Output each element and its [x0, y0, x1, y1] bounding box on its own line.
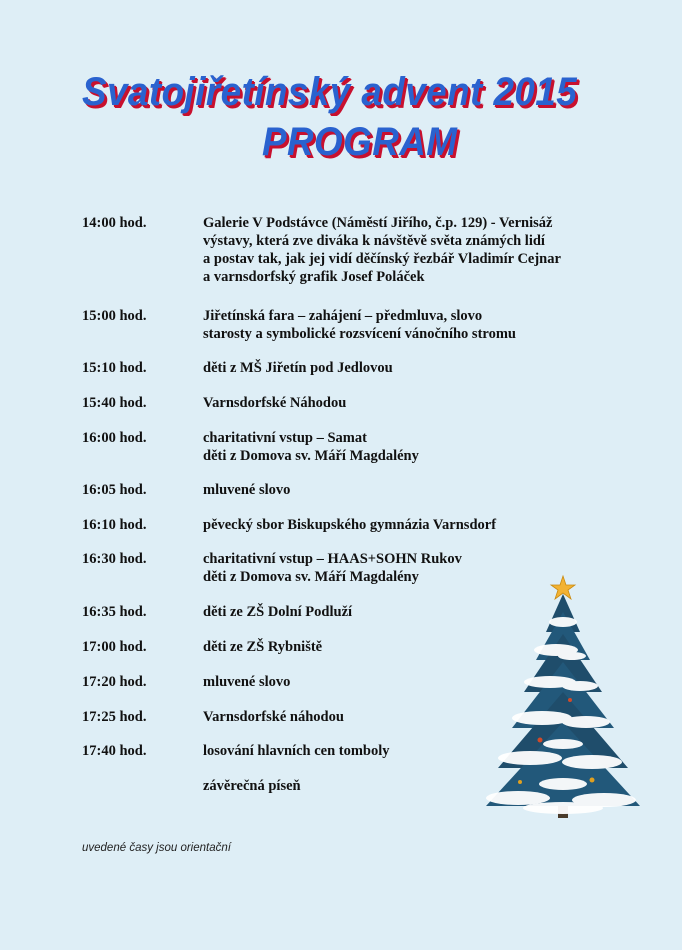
description-line: Jiřetínská fara – zahájení – předmluva, slovo [203, 308, 483, 324]
schedule-time: 16:35 hod. [82, 604, 147, 620]
description-line: děti z Domova sv. Máří Magdalény [203, 569, 419, 585]
schedule-description [203, 429, 603, 465]
description-line: výstavy, která zve diváka k návštěvě světa známých lidí [203, 233, 545, 249]
schedule-time: 14:00 hod. [82, 215, 147, 231]
page-title: Svatojiřetínský advent 2015 [82, 70, 578, 114]
schedule-description [203, 359, 603, 377]
description-line: a postav tak, jak jej vidí děčínský řezbář Vladimír Cejnar [203, 251, 561, 267]
description-line: Varnsdorfské Náhodou [203, 395, 347, 411]
schedule-time: 16:10 hod. [82, 517, 147, 533]
description-line: děti z Domova sv. Máří Magdalény [203, 448, 419, 464]
description-line: Varnsdorfské náhodou [203, 709, 344, 725]
schedule-time: 17:00 hod. [82, 639, 147, 655]
description-line: mluvené slovo [203, 674, 291, 690]
description-line: mluvené slovo [203, 482, 291, 498]
schedule-time: 15:10 hod. [82, 360, 147, 376]
schedule-time: 15:40 hod. [82, 395, 147, 411]
description-line: děti z MŠ Jiřetín pod Jedlovou [203, 360, 393, 376]
description-line: děti ze ZŠ Dolní Podluží [203, 604, 353, 620]
schedule-time: 16:00 hod. [82, 430, 147, 446]
schedule-description [203, 394, 603, 412]
description-line: děti ze ZŠ Rybniště [203, 639, 323, 655]
schedule-time: 16:05 hod. [82, 482, 147, 498]
description-line: Galerie V Podstávce (Náměstí Jiřího, č.p. 129) - Vernisáž [203, 215, 553, 231]
schedule-description [203, 516, 603, 534]
footer-note: uvedené časy jsou orientační [82, 842, 231, 854]
description-line: a varnsdorfský grafik Josef Poláček [203, 269, 425, 285]
page-subtitle: PROGRAM [262, 120, 458, 164]
schedule-time: 15:00 hod. [82, 308, 147, 324]
description-line: charitativní vstup – HAAS+SOHN Rukov [203, 551, 462, 567]
description-line: losování hlavních cen tomboly [203, 743, 390, 759]
schedule-time: 17:40 hod. [82, 743, 147, 759]
schedule-time: 16:30 hod. [82, 551, 147, 567]
description-line: starosty a symbolické rozsvícení vánočního stromu [203, 326, 516, 342]
schedule-description [203, 307, 603, 343]
christmas-tree-icon [480, 572, 646, 824]
schedule-description [203, 214, 603, 286]
description-line: charitativní vstup – Samat [203, 430, 367, 446]
description-line: závěrečná píseň [203, 778, 301, 794]
schedule-time: 17:20 hod. [82, 674, 147, 690]
description-line: pěvecký sbor Biskupského gymnázia Varnsdorf [203, 517, 497, 533]
schedule-description [203, 481, 603, 499]
schedule-time: 17:25 hod. [82, 709, 147, 725]
